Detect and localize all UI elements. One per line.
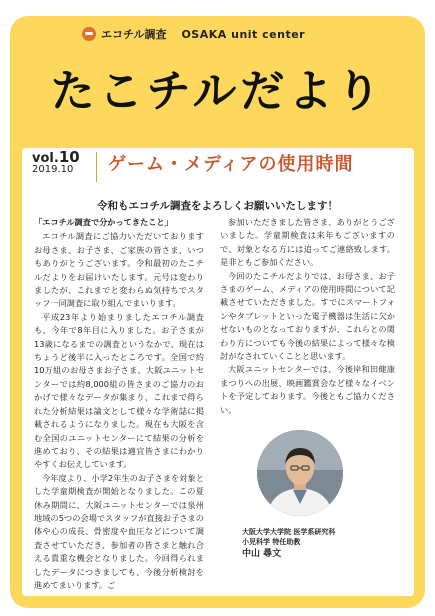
header-divider — [96, 152, 97, 182]
volume-number: 10 — [58, 148, 80, 166]
paragraph: 参加いただきました皆さま、ありがとうございました。学童期検査は来年もございますので、対象となる方には追ってご連絡致します。是非ともご参加ください。 — [220, 217, 395, 268]
right-column — [220, 216, 395, 417]
issue-date: 2019.10 — [32, 164, 74, 175]
brand-name: エコチル調査 — [101, 28, 167, 41]
paragraph: 今年度より、小学2年生のお子さまを対象とした学童期検査が開始となりました。この夏休み期間に、大阪ユニットセンターでは泉州地域の5つの会場でスタッフが直接お子さまの体や心の成長、骨密度や血圧などについて調査させていただき、参加者の皆さまと触れ合える貴重な機会となりました。今回得られましたデータにつきましても、今後分析検討を進めてまいります。ご — [34, 472, 204, 590]
volume-prefix: vol. — [32, 151, 59, 166]
newsletter-title: たこチルだより — [50, 66, 385, 117]
paragraph: 大阪ユニットセンターでは、今後岸和田健康まつりへの出展、映画鑑賞会など様々なイベントを予定しております。今後ともご協力ください。 — [220, 364, 395, 415]
unit-name: OSAKA unit center — [181, 27, 306, 41]
portrait-illustration — [257, 430, 343, 516]
author-caption — [242, 527, 402, 559]
section-heading: 「エコチル調査で分かってきたこと」 — [34, 217, 173, 227]
paragraph: 平成23年より始まりましたエコチル調査も、今年で8年目に入りました。お子さまが13歳になるまでの調査というなかで、現在はちょうど後半に入ったところです。全国で約10万組のお母さまお子さま、大阪ユニットセンターでは約8,000組の皆さまのご協力のおかげで様々なデータが集まり、これまで得られた分析結果は論文として様々な学術誌に掲載されるようになりました。現在も大阪を含む全国のユニットセンターにて結果の分析を進めており、その結果は適宜皆さまにわかりやすくお伝えしています。 — [34, 311, 204, 470]
left-column — [34, 216, 204, 592]
greeting-line: 令和もエコチル調査をよろしくお願いいたします！ — [97, 200, 338, 212]
author-affiliation: 大阪大学大学院 医学系研究科 — [242, 528, 336, 536]
author-name: 中山 尋文 — [242, 549, 282, 559]
issue-topic: ゲーム・メディアの使用時間 — [108, 154, 354, 175]
author-title: 小児科学 特任助教 — [242, 538, 301, 546]
paragraph: エコチル調査にご協力いただいておりますお母さま、お子さま、ご家族の皆さま、いつもありがとうございます。令和最初のたこチルだよりをお届けいたします。元号は変わりましたが、これまでと変わらぬ気持ちでスタッフ一同調査に取り組んでまいります。 — [34, 231, 204, 309]
octopus-mascot-icon — [82, 27, 96, 41]
author-photo — [257, 430, 343, 516]
brand-header — [82, 26, 305, 42]
paragraph: 今回のたこチルだよりでは、お母さま、お子さまのゲーム、メディアの使用時間について記載させていただきました。すでにスマートフォンやタブレットといった電子機器は生活に欠かせないものとなっておりますが、これらとの関わり方についても今後の結果によって様々な検討がなされていくことと思います。 — [220, 270, 395, 362]
